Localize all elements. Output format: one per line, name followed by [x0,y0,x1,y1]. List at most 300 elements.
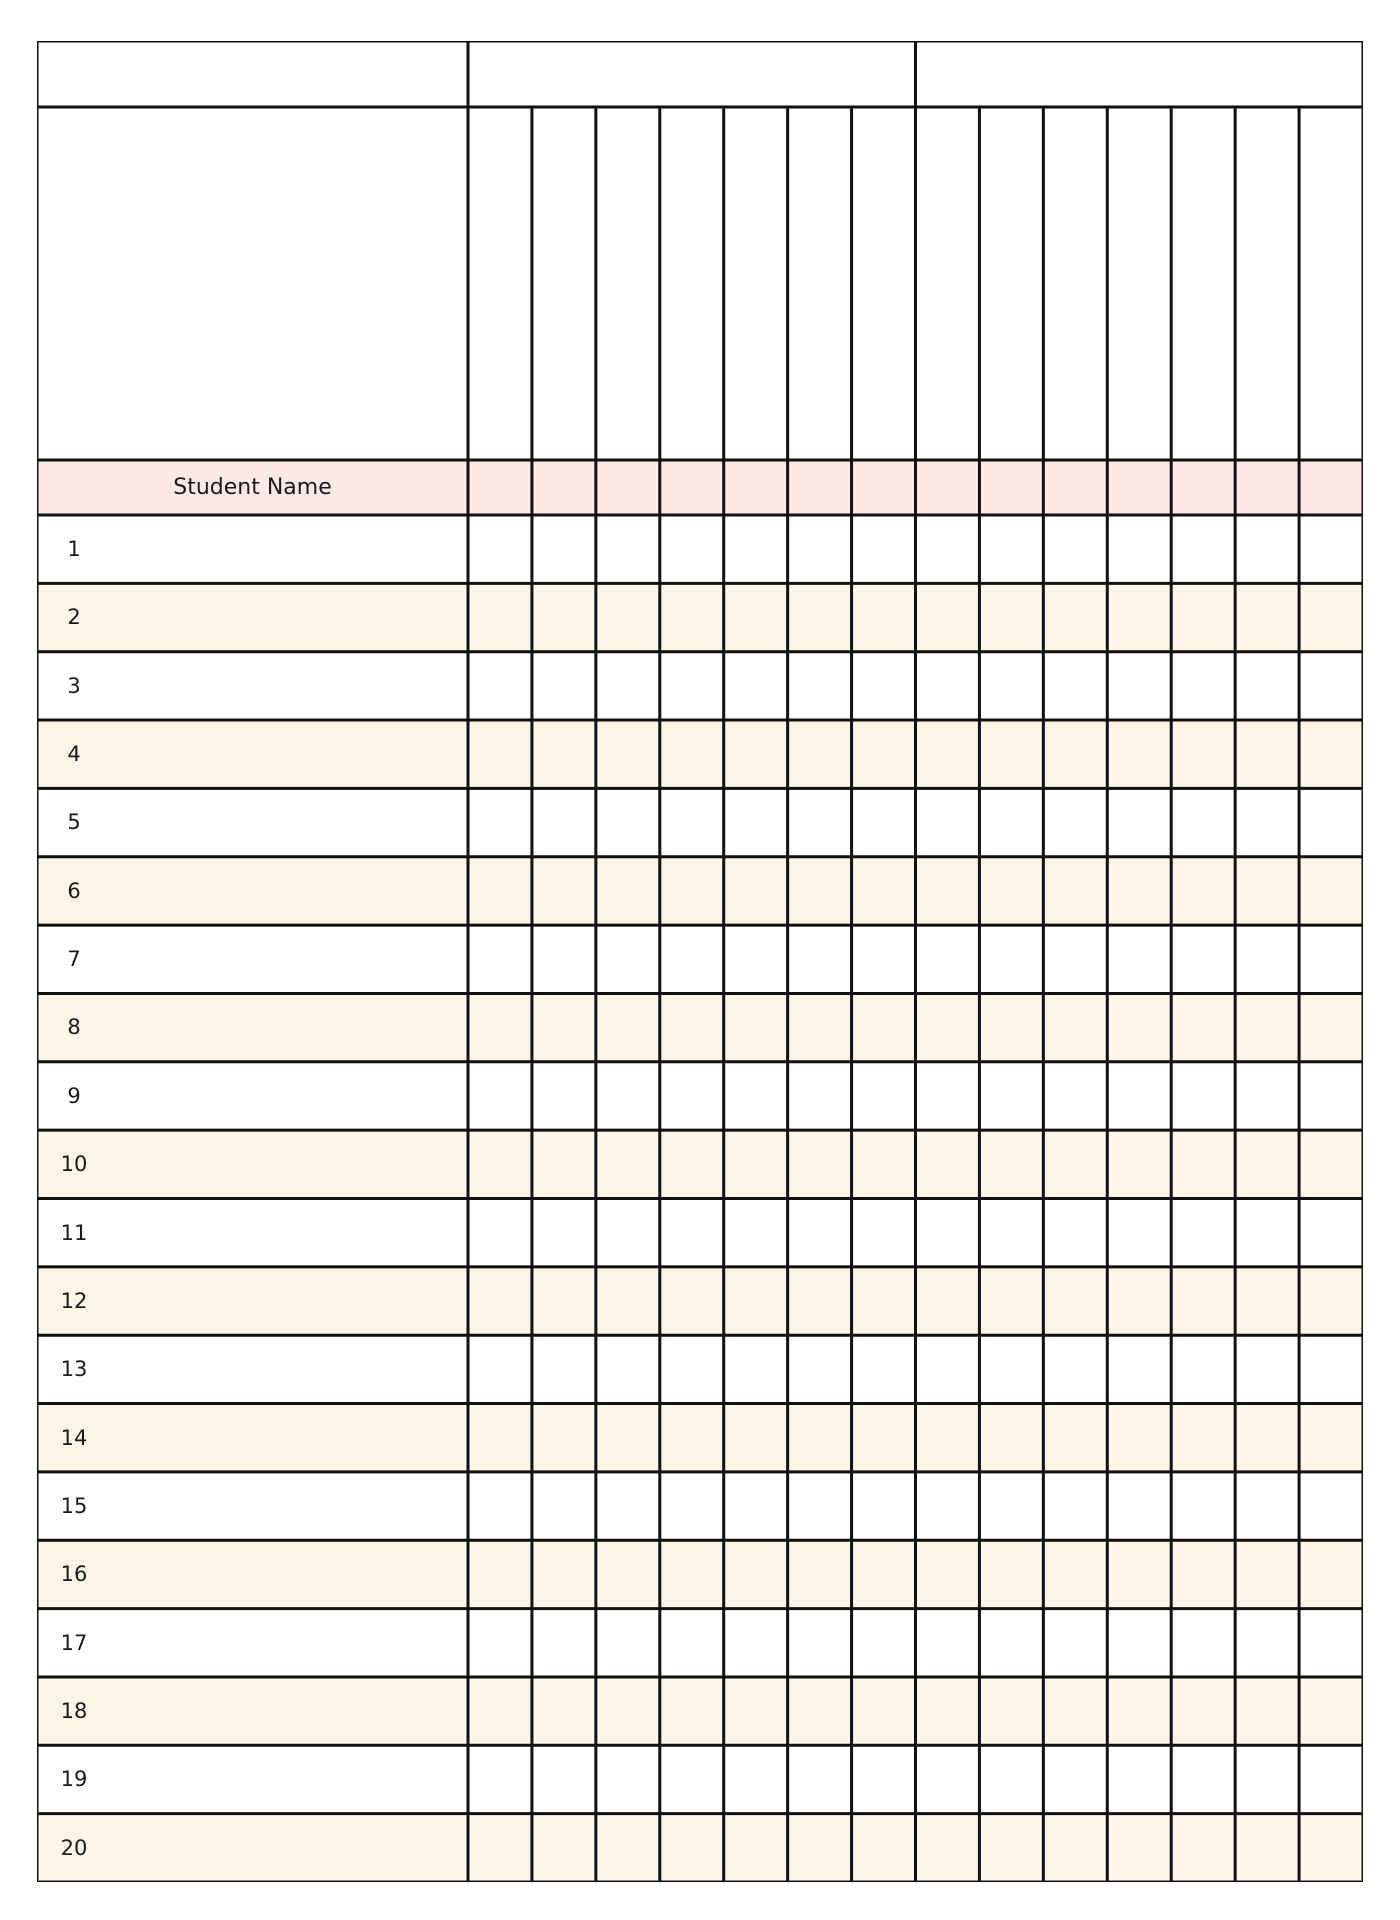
student-name-input[interactable] [117,1544,460,1604]
score-cell[interactable] [1238,1133,1296,1195]
score-cell[interactable] [919,1475,977,1537]
student-name-input[interactable] [117,1818,460,1878]
score-cell[interactable] [1110,1065,1168,1127]
score-cell[interactable] [1302,1407,1360,1469]
score-cell[interactable] [599,1133,657,1195]
student-name-input[interactable] [117,1066,460,1126]
score-cell[interactable] [1110,996,1168,1058]
score-cell[interactable] [663,1338,721,1400]
score-cell[interactable] [535,1270,593,1332]
group-header-input-2[interactable] [920,45,1360,103]
score-cell[interactable] [1110,723,1168,785]
score-cell[interactable] [535,1338,593,1400]
score-cell[interactable] [1238,791,1296,853]
score-cell[interactable] [471,860,529,922]
score-cell[interactable] [1110,1748,1168,1810]
score-cell[interactable] [1046,1817,1104,1879]
score-cell[interactable] [1174,1065,1232,1127]
score-cell[interactable] [599,1065,657,1127]
score-cell[interactable] [663,1680,721,1742]
score-cell[interactable] [919,1065,977,1127]
student-name-input[interactable] [117,587,460,647]
score-cell[interactable] [791,1270,849,1332]
score-cell[interactable] [919,996,977,1058]
score-cell[interactable] [663,1065,721,1127]
score-cell[interactable] [1174,791,1232,853]
score-cell[interactable] [791,1543,849,1605]
score-cell[interactable] [471,1270,529,1332]
score-cell[interactable] [919,1543,977,1605]
student-name-input[interactable] [117,1203,460,1263]
score-cell[interactable] [1046,1338,1104,1400]
score-cell[interactable] [535,1065,593,1127]
score-cell[interactable] [1046,1202,1104,1264]
score-cell[interactable] [1174,1133,1232,1195]
score-cell[interactable] [791,1133,849,1195]
score-cell[interactable] [1174,996,1232,1058]
score-cell[interactable] [1046,1543,1104,1605]
score-cell[interactable] [663,928,721,990]
score-cell[interactable] [1046,586,1104,648]
score-cell[interactable] [1238,655,1296,717]
student-name-input[interactable] [117,519,460,579]
score-cell[interactable] [663,1475,721,1537]
score-cell[interactable] [791,1202,849,1264]
score-cell[interactable] [727,1270,785,1332]
score-cell[interactable] [855,928,913,990]
score-cell[interactable] [1174,586,1232,648]
score-cell[interactable] [535,586,593,648]
score-cell[interactable] [727,860,785,922]
score-cell[interactable] [1302,1748,1360,1810]
score-cell[interactable] [535,1133,593,1195]
score-cell[interactable] [727,655,785,717]
score-cell[interactable] [1302,996,1360,1058]
score-cell[interactable] [982,996,1040,1058]
score-cell[interactable] [791,1475,849,1537]
score-cell[interactable] [1302,1475,1360,1537]
score-cell[interactable] [919,586,977,648]
student-name-input[interactable] [117,997,460,1057]
score-cell[interactable] [982,1338,1040,1400]
score-cell[interactable] [1238,518,1296,580]
score-cell[interactable] [982,1817,1040,1879]
score-cell[interactable] [1174,655,1232,717]
score-cell[interactable] [471,996,529,1058]
score-cell[interactable] [855,1202,913,1264]
score-cell[interactable] [1238,1748,1296,1810]
assignment-header-input-7[interactable] [855,110,913,457]
score-cell[interactable] [1046,791,1104,853]
score-cell[interactable] [1302,586,1360,648]
score-cell[interactable] [535,723,593,785]
score-cell[interactable] [727,996,785,1058]
score-cell[interactable] [1302,518,1360,580]
score-cell[interactable] [855,791,913,853]
score-cell[interactable] [919,1338,977,1400]
score-cell[interactable] [1110,1133,1168,1195]
score-cell[interactable] [919,1612,977,1674]
group-header-input-1[interactable] [472,45,912,103]
score-cell[interactable] [982,1202,1040,1264]
score-cell[interactable] [1302,1817,1360,1879]
score-cell[interactable] [1302,928,1360,990]
score-cell[interactable] [1174,1612,1232,1674]
score-cell[interactable] [855,655,913,717]
score-cell[interactable] [855,723,913,785]
score-cell[interactable] [1302,860,1360,922]
score-cell[interactable] [599,655,657,717]
assignment-header-input-14[interactable] [1302,110,1360,457]
score-cell[interactable] [471,723,529,785]
score-cell[interactable] [1302,723,1360,785]
score-cell[interactable] [599,791,657,853]
score-cell[interactable] [599,1612,657,1674]
score-cell[interactable] [471,1407,529,1469]
student-name-input[interactable] [117,1613,460,1673]
assignment-header-input-9[interactable] [982,110,1040,457]
score-cell[interactable] [791,996,849,1058]
score-cell[interactable] [535,518,593,580]
score-cell[interactable] [1174,1817,1232,1879]
score-cell[interactable] [599,586,657,648]
score-cell[interactable] [599,1407,657,1469]
score-cell[interactable] [919,1817,977,1879]
score-cell[interactable] [535,1202,593,1264]
score-cell[interactable] [1302,1133,1360,1195]
score-cell[interactable] [791,1338,849,1400]
score-cell[interactable] [471,1475,529,1537]
score-cell[interactable] [855,1338,913,1400]
score-cell[interactable] [727,928,785,990]
score-cell[interactable] [1110,1270,1168,1332]
score-cell[interactable] [919,1202,977,1264]
score-cell[interactable] [855,518,913,580]
student-name-input[interactable] [117,1749,460,1809]
score-cell[interactable] [535,928,593,990]
student-name-input[interactable] [117,792,460,852]
score-cell[interactable] [1238,1202,1296,1264]
student-name-input[interactable] [117,1339,460,1399]
score-cell[interactable] [727,791,785,853]
score-cell[interactable] [982,1407,1040,1469]
score-cell[interactable] [982,1475,1040,1537]
assignment-header-input-3[interactable] [599,110,657,457]
score-cell[interactable] [663,1202,721,1264]
score-cell[interactable] [1238,996,1296,1058]
score-cell[interactable] [1302,1270,1360,1332]
score-cell[interactable] [1110,791,1168,853]
score-cell[interactable] [1110,860,1168,922]
score-cell[interactable] [1046,1133,1104,1195]
score-cell[interactable] [1110,1407,1168,1469]
score-cell[interactable] [1110,1202,1168,1264]
score-cell[interactable] [1046,1475,1104,1537]
score-cell[interactable] [727,1133,785,1195]
score-cell[interactable] [535,1817,593,1879]
score-cell[interactable] [727,1202,785,1264]
score-cell[interactable] [791,518,849,580]
score-cell[interactable] [599,1680,657,1742]
score-cell[interactable] [1174,860,1232,922]
score-cell[interactable] [1046,1680,1104,1742]
score-cell[interactable] [1046,1407,1104,1469]
score-cell[interactable] [791,1817,849,1879]
score-cell[interactable] [535,1407,593,1469]
student-name-input[interactable] [117,1134,460,1194]
assignment-header-input-10[interactable] [1046,110,1104,457]
score-cell[interactable] [727,723,785,785]
score-cell[interactable] [599,1748,657,1810]
score-cell[interactable] [471,1680,529,1742]
score-cell[interactable] [1174,1680,1232,1742]
score-cell[interactable] [982,791,1040,853]
score-cell[interactable] [982,1133,1040,1195]
score-cell[interactable] [1238,1270,1296,1332]
score-cell[interactable] [727,1407,785,1469]
assignment-header-input-8[interactable] [919,110,977,457]
score-cell[interactable] [1238,586,1296,648]
score-cell[interactable] [1046,1065,1104,1127]
student-name-input[interactable] [117,1476,460,1536]
score-cell[interactable] [727,1475,785,1537]
score-cell[interactable] [855,1612,913,1674]
score-cell[interactable] [535,1612,593,1674]
score-cell[interactable] [727,1817,785,1879]
score-cell[interactable] [663,860,721,922]
score-cell[interactable] [1238,1543,1296,1605]
score-cell[interactable] [982,723,1040,785]
score-cell[interactable] [919,928,977,990]
score-cell[interactable] [1302,1065,1360,1127]
student-name-input[interactable] [117,656,460,716]
score-cell[interactable] [982,1065,1040,1127]
score-cell[interactable] [982,1680,1040,1742]
score-cell[interactable] [1238,928,1296,990]
score-cell[interactable] [919,791,977,853]
score-cell[interactable] [1302,1202,1360,1264]
score-cell[interactable] [982,518,1040,580]
score-cell[interactable] [471,1133,529,1195]
assignment-header-input-1[interactable] [471,110,529,457]
student-name-input[interactable] [117,1408,460,1468]
score-cell[interactable] [1238,1475,1296,1537]
score-cell[interactable] [1046,518,1104,580]
score-cell[interactable] [1238,1065,1296,1127]
score-cell[interactable] [1046,655,1104,717]
score-cell[interactable] [471,518,529,580]
score-cell[interactable] [791,928,849,990]
score-cell[interactable] [663,1817,721,1879]
score-cell[interactable] [663,1270,721,1332]
score-cell[interactable] [791,791,849,853]
score-cell[interactable] [1302,1680,1360,1742]
assignment-header-input-11[interactable] [1110,110,1168,457]
score-cell[interactable] [535,860,593,922]
score-cell[interactable] [1238,1612,1296,1674]
score-cell[interactable] [919,1133,977,1195]
score-cell[interactable] [982,1543,1040,1605]
score-cell[interactable] [1110,1612,1168,1674]
score-cell[interactable] [1110,518,1168,580]
score-cell[interactable] [1110,1817,1168,1879]
score-cell[interactable] [982,860,1040,922]
score-cell[interactable] [535,1680,593,1742]
student-name-input[interactable] [117,724,460,784]
score-cell[interactable] [599,1475,657,1537]
score-cell[interactable] [791,1065,849,1127]
score-cell[interactable] [535,1475,593,1537]
score-cell[interactable] [1174,1270,1232,1332]
score-cell[interactable] [982,655,1040,717]
score-cell[interactable] [663,1748,721,1810]
score-cell[interactable] [471,928,529,990]
score-cell[interactable] [1110,655,1168,717]
score-cell[interactable] [919,860,977,922]
score-cell[interactable] [535,791,593,853]
score-cell[interactable] [1238,1817,1296,1879]
score-cell[interactable] [855,586,913,648]
score-cell[interactable] [1238,723,1296,785]
score-cell[interactable] [599,996,657,1058]
score-cell[interactable] [1174,928,1232,990]
score-cell[interactable] [663,1407,721,1469]
score-cell[interactable] [1174,1475,1232,1537]
score-cell[interactable] [791,723,849,785]
score-cell[interactable] [919,518,977,580]
score-cell[interactable] [599,1270,657,1332]
score-cell[interactable] [791,860,849,922]
score-cell[interactable] [919,1680,977,1742]
score-cell[interactable] [919,1270,977,1332]
score-cell[interactable] [471,791,529,853]
score-cell[interactable] [1046,1270,1104,1332]
score-cell[interactable] [471,1338,529,1400]
score-cell[interactable] [727,1065,785,1127]
score-cell[interactable] [727,1338,785,1400]
score-cell[interactable] [1174,1202,1232,1264]
score-cell[interactable] [1238,860,1296,922]
score-cell[interactable] [1302,791,1360,853]
assignment-header-input-2[interactable] [535,110,593,457]
score-cell[interactable] [919,1407,977,1469]
score-cell[interactable] [599,928,657,990]
score-cell[interactable] [599,1202,657,1264]
score-cell[interactable] [791,1748,849,1810]
score-cell[interactable] [919,655,977,717]
score-cell[interactable] [1110,1475,1168,1537]
score-cell[interactable] [471,1065,529,1127]
score-cell[interactable] [535,1748,593,1810]
score-cell[interactable] [982,586,1040,648]
score-cell[interactable] [471,1202,529,1264]
score-cell[interactable] [471,586,529,648]
assignment-header-input-12[interactable] [1174,110,1232,457]
score-cell[interactable] [663,1543,721,1605]
score-cell[interactable] [855,1748,913,1810]
score-cell[interactable] [663,655,721,717]
score-cell[interactable] [663,1612,721,1674]
score-cell[interactable] [663,723,721,785]
score-cell[interactable] [1174,518,1232,580]
student-name-input[interactable] [117,1271,460,1331]
score-cell[interactable] [1174,1338,1232,1400]
score-cell[interactable] [1238,1338,1296,1400]
score-cell[interactable] [1174,1543,1232,1605]
score-cell[interactable] [791,1612,849,1674]
score-cell[interactable] [471,655,529,717]
score-cell[interactable] [599,518,657,580]
score-cell[interactable] [1110,586,1168,648]
score-cell[interactable] [471,1612,529,1674]
score-cell[interactable] [471,1817,529,1879]
score-cell[interactable] [982,928,1040,990]
score-cell[interactable] [1046,1748,1104,1810]
assignment-header-input-4[interactable] [663,110,721,457]
score-cell[interactable] [663,1133,721,1195]
score-cell[interactable] [727,586,785,648]
score-cell[interactable] [1046,860,1104,922]
assignment-header-input-5[interactable] [727,110,785,457]
score-cell[interactable] [535,655,593,717]
score-cell[interactable] [1046,928,1104,990]
score-cell[interactable] [855,1065,913,1127]
score-cell[interactable] [791,586,849,648]
score-cell[interactable] [727,518,785,580]
score-cell[interactable] [1046,1612,1104,1674]
score-cell[interactable] [1174,1407,1232,1469]
score-cell[interactable] [855,1543,913,1605]
score-cell[interactable] [919,723,977,785]
score-cell[interactable] [1110,1338,1168,1400]
score-cell[interactable] [599,723,657,785]
score-cell[interactable] [919,1748,977,1810]
score-cell[interactable] [982,1270,1040,1332]
score-cell[interactable] [791,1407,849,1469]
score-cell[interactable] [471,1748,529,1810]
score-cell[interactable] [599,1817,657,1879]
score-cell[interactable] [727,1748,785,1810]
score-cell[interactable] [791,655,849,717]
score-cell[interactable] [1302,1338,1360,1400]
score-cell[interactable] [855,1817,913,1879]
score-cell[interactable] [791,1680,849,1742]
score-cell[interactable] [855,996,913,1058]
score-cell[interactable] [1110,928,1168,990]
score-cell[interactable] [663,996,721,1058]
score-cell[interactable] [1302,1543,1360,1605]
score-cell[interactable] [1174,1748,1232,1810]
score-cell[interactable] [727,1543,785,1605]
score-cell[interactable] [1238,1407,1296,1469]
score-cell[interactable] [599,860,657,922]
student-name-input[interactable] [117,861,460,921]
score-cell[interactable] [855,1475,913,1537]
score-cell[interactable] [1110,1680,1168,1742]
score-cell[interactable] [535,1543,593,1605]
score-cell[interactable] [855,1270,913,1332]
score-cell[interactable] [855,1133,913,1195]
score-cell[interactable] [663,586,721,648]
score-cell[interactable] [727,1612,785,1674]
score-cell[interactable] [727,1680,785,1742]
score-cell[interactable] [1302,655,1360,717]
score-cell[interactable] [535,996,593,1058]
score-cell[interactable] [1046,723,1104,785]
score-cell[interactable] [1238,1680,1296,1742]
score-cell[interactable] [599,1543,657,1605]
score-cell[interactable] [982,1612,1040,1674]
